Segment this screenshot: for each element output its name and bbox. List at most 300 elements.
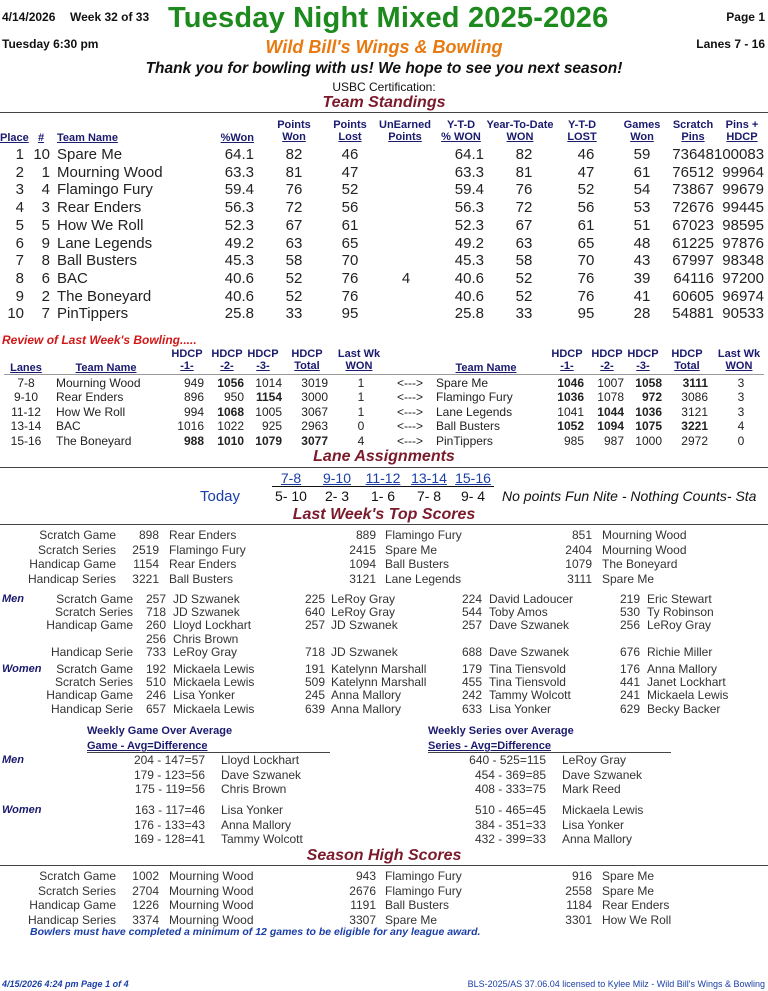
eligibility-note: Bowlers must have completed a minimum of 12 games to be eligible for any league award. bbox=[30, 926, 481, 938]
women-label: Women bbox=[2, 663, 42, 675]
review-a2-cell: 1056 bbox=[217, 376, 244, 390]
score-name: Lloyd Lockhart bbox=[173, 618, 252, 633]
score-value: 640 bbox=[304, 605, 325, 620]
review-col-team-b bbox=[436, 362, 536, 374]
table-row bbox=[0, 305, 768, 322]
score-name: Flamingo Fury bbox=[385, 869, 462, 883]
review-bt-cell: 3221 bbox=[681, 419, 708, 434]
standings-gw-cell: 43 bbox=[633, 252, 651, 270]
standings-sp-cell: 67023 bbox=[672, 216, 714, 234]
review-bt-cell: 3121 bbox=[681, 404, 708, 419]
review-vs-cell: <---> bbox=[396, 376, 423, 390]
score-value: 851 bbox=[571, 528, 592, 542]
standings-place-cell: 6 bbox=[15, 234, 24, 252]
standings-ph-cell: 99679 bbox=[722, 181, 764, 199]
standings-place-cell: 1 bbox=[15, 146, 24, 163]
review-b3-cell: 1075 bbox=[635, 419, 662, 434]
lane-pair-teams: 5- 10 bbox=[275, 488, 307, 504]
review-col-won-1 bbox=[716, 348, 762, 372]
game-over-average-name: Chris Brown bbox=[221, 782, 287, 796]
list-item bbox=[0, 543, 768, 557]
review-aw-cell: 1 bbox=[357, 404, 365, 419]
standings-ytdw-cell: 72 bbox=[515, 199, 533, 217]
review-aw-cell: 1 bbox=[357, 376, 365, 390]
review-col-g1-1-top: HDCP bbox=[551, 348, 583, 360]
review-b1-cell: 985 bbox=[563, 433, 584, 448]
review-a3-cell: 1079 bbox=[255, 433, 282, 448]
standings-ytdp-cell: 63.3 bbox=[454, 163, 484, 181]
score-value: 176 bbox=[619, 662, 640, 676]
table-row bbox=[0, 199, 768, 216]
game-over-average-sub: Game - Avg=Difference bbox=[87, 740, 208, 752]
game-over-average-value: 175 - 119=56 bbox=[134, 782, 205, 796]
series-over-average-name: Lisa Yonker bbox=[562, 817, 625, 832]
score-value: 509 bbox=[304, 675, 325, 690]
score-value: 733 bbox=[145, 644, 166, 659]
table-row bbox=[0, 252, 768, 269]
standings-ytdw-cell: 52 bbox=[515, 269, 533, 287]
standings-ue-cell: 4 bbox=[401, 269, 411, 287]
score-name: The Boneyard bbox=[602, 557, 678, 571]
page-number: Page 1 bbox=[726, 10, 765, 24]
review-bt-cell: 3111 bbox=[682, 376, 708, 390]
score-value: 242 bbox=[461, 688, 482, 703]
season-high-divider bbox=[0, 865, 768, 866]
standings-gw-cell: 39 bbox=[633, 269, 651, 287]
review-col-g1-0 bbox=[168, 348, 206, 372]
standings-team-cell: Spare Me bbox=[57, 146, 123, 163]
standings-ytdl-cell: 76 bbox=[577, 287, 595, 305]
score-name: Katelynn Marshall bbox=[331, 662, 427, 676]
review-b2-cell: 1094 bbox=[597, 419, 624, 434]
list-item bbox=[0, 913, 768, 927]
score-value: 1094 bbox=[349, 557, 376, 571]
standings-gw-cell: 51 bbox=[633, 216, 651, 234]
game-over-average-name: Anna Mallory bbox=[221, 817, 292, 832]
list-item bbox=[0, 803, 768, 817]
standings-pct-cell: 63.3 bbox=[224, 163, 254, 181]
review-a2-cell: 1022 bbox=[217, 419, 244, 434]
score-name: LeRoy Gray bbox=[331, 592, 396, 606]
review-t1-cell: Mourning Wood bbox=[56, 376, 141, 390]
standings-pct-cell: 40.6 bbox=[224, 269, 254, 287]
series-over-average-value: 384 - 351=33 bbox=[474, 817, 546, 832]
review-col-total-0 bbox=[286, 348, 328, 372]
review-at-cell: 3019 bbox=[301, 376, 328, 390]
standings-ytdp-cell: 40.6 bbox=[454, 269, 484, 287]
review-at-cell: 2963 bbox=[301, 419, 328, 434]
lane-assignments-divider bbox=[0, 467, 768, 468]
score-name: Mourning Wood bbox=[169, 869, 254, 883]
series-over-average-value: 510 - 465=45 bbox=[474, 803, 546, 817]
standings-pl-cell: 65 bbox=[341, 234, 359, 252]
score-value: 192 bbox=[145, 662, 166, 676]
score-name: Spare Me bbox=[385, 912, 438, 927]
table-row bbox=[0, 217, 768, 234]
standings-pct-cell: 52.3 bbox=[224, 216, 254, 234]
score-value: 2519 bbox=[132, 542, 159, 557]
score-category: Handicap Series bbox=[27, 571, 116, 586]
score-value: 225 bbox=[304, 592, 325, 606]
series-over-average-sub: Series - Avg=Difference bbox=[428, 740, 551, 752]
score-value: 916 bbox=[571, 869, 592, 883]
score-name: Katelynn Marshall bbox=[331, 675, 427, 690]
score-value: 241 bbox=[619, 688, 640, 703]
score-name: How We Roll bbox=[602, 912, 672, 927]
score-value: 2404 bbox=[565, 542, 592, 557]
standings-num-cell: 9 bbox=[41, 234, 50, 252]
bowling-center-name: Wild Bill's Wings & Bowling bbox=[265, 37, 503, 57]
review-b3-cell: 1036 bbox=[635, 404, 662, 419]
col-ytd-lost: Y-T-D LOST bbox=[567, 119, 597, 143]
score-name: Rear Enders bbox=[169, 528, 237, 542]
standings-num-cell: 5 bbox=[41, 216, 50, 234]
standings-team-cell: Lane Legends bbox=[57, 234, 153, 252]
standings-place-cell: 8 bbox=[15, 269, 24, 287]
standings-ytdp-cell: 64.1 bbox=[454, 146, 484, 163]
review-a3-cell: 1005 bbox=[255, 404, 282, 419]
score-name: Lane Legends bbox=[385, 571, 462, 586]
standings-team-cell: Mourning Wood bbox=[57, 163, 163, 181]
standings-ytdp-cell: 52.3 bbox=[454, 216, 484, 234]
standings-ytdp-cell: 59.4 bbox=[454, 181, 484, 199]
standings-ytdw-cell: 82 bbox=[515, 146, 533, 163]
standings-gw-cell: 53 bbox=[633, 199, 651, 217]
series-over-average-name: Dave Szwanek bbox=[562, 767, 643, 782]
standings-sp-cell: 67997 bbox=[672, 252, 714, 270]
score-value: 943 bbox=[355, 869, 376, 883]
score-name: JD Szwanek bbox=[173, 605, 240, 620]
game-over-average-title: Weekly Game Over Average bbox=[87, 725, 233, 737]
review-a3-cell: 925 bbox=[261, 419, 282, 434]
list-item bbox=[0, 884, 768, 898]
standings-pw-cell: 81 bbox=[285, 163, 303, 181]
standings-num-cell: 10 bbox=[33, 146, 50, 163]
review-at-cell: 3000 bbox=[301, 390, 328, 405]
col-pins-hdcp: Pins + HDCP bbox=[725, 119, 759, 143]
standings-pct-cell: 25.8 bbox=[224, 305, 254, 323]
score-value: 657 bbox=[145, 701, 166, 716]
review-vs-cell: <---> bbox=[396, 433, 423, 448]
score-name: Janet Lockhart bbox=[647, 675, 726, 690]
list-item bbox=[0, 592, 768, 606]
list-item bbox=[0, 753, 768, 767]
series-over-average-title: Weekly Series over Average bbox=[428, 725, 574, 737]
list-item bbox=[0, 572, 768, 586]
standings-gw-cell: 48 bbox=[633, 234, 651, 252]
score-value: 245 bbox=[304, 688, 325, 703]
score-name: Rear Enders bbox=[169, 557, 237, 571]
review-b1-cell: 1046 bbox=[557, 376, 584, 390]
score-value: 2558 bbox=[565, 883, 592, 898]
review-col-g2-0-bottom: -2- bbox=[220, 360, 234, 372]
review-col-won-0 bbox=[336, 348, 382, 372]
score-name: Toby Amos bbox=[489, 605, 548, 620]
review-col-team-b-bottom: Team Name bbox=[455, 362, 517, 374]
score-name: Dave Szwanek bbox=[489, 644, 570, 659]
standings-ytdw-cell: 76 bbox=[515, 181, 533, 199]
season-message: Thank you for bowling with us! We hope to see you next season! bbox=[145, 60, 623, 77]
list-item bbox=[0, 818, 768, 832]
standings-pl-cell: 56 bbox=[341, 199, 359, 217]
list-item bbox=[0, 662, 768, 676]
score-category: Handicap Game bbox=[29, 557, 116, 571]
score-category: Scratch Series bbox=[37, 883, 116, 898]
standings-place-cell: 9 bbox=[15, 287, 24, 305]
standings-ytdp-cell: 40.6 bbox=[454, 287, 484, 305]
review-col-g3-1-top: HDCP bbox=[627, 348, 659, 360]
standings-pl-cell: 70 bbox=[341, 252, 359, 270]
score-name: Eric Stewart bbox=[647, 592, 712, 606]
review-a1-cell: 994 bbox=[183, 404, 204, 419]
standings-ph-cell: 98348 bbox=[722, 252, 764, 270]
standings-pct-cell: 49.2 bbox=[224, 234, 254, 252]
standings-ytdl-cell: 46 bbox=[577, 146, 595, 163]
review-col-won-0-top: Last Wk bbox=[337, 348, 381, 360]
review-b2-cell: 1007 bbox=[597, 376, 624, 390]
score-value: 1002 bbox=[132, 869, 159, 883]
standings-gw-cell: 28 bbox=[633, 305, 651, 323]
score-value: 3301 bbox=[565, 912, 592, 927]
review-bw-cell: 3 bbox=[737, 390, 745, 405]
score-name: Spare Me bbox=[602, 883, 655, 898]
list-item bbox=[0, 898, 768, 912]
standings-team-cell: PinTippers bbox=[57, 305, 129, 323]
review-t2-cell: PinTippers bbox=[436, 433, 493, 448]
standings-team-cell: How We Roll bbox=[57, 216, 144, 234]
review-a3-cell: 1154 bbox=[255, 390, 282, 405]
score-value: 246 bbox=[145, 688, 166, 703]
col-team-name: Team Name bbox=[57, 132, 118, 144]
score-name: David Ladoucer bbox=[489, 592, 574, 606]
review-col-g3-0 bbox=[244, 348, 282, 372]
standings-num-cell: 1 bbox=[41, 163, 50, 181]
review-col-g3-0-bottom: -3- bbox=[256, 360, 270, 372]
review-col-g1-1-bottom: -1- bbox=[560, 360, 574, 372]
game-over-average-name: Lisa Yonker bbox=[221, 803, 284, 817]
score-name: Ty Robinson bbox=[647, 605, 714, 620]
score-name: Mourning Wood bbox=[169, 912, 254, 927]
standings-gw-cell: 54 bbox=[633, 181, 651, 199]
series-over-average-name: Mark Reed bbox=[562, 782, 621, 796]
list-item bbox=[0, 688, 768, 702]
standings-divider bbox=[0, 112, 768, 113]
standings-num-cell: 6 bbox=[41, 269, 50, 287]
standings-pw-cell: 58 bbox=[285, 252, 303, 270]
col-games-won: Games Won bbox=[623, 119, 661, 143]
review-vs-cell: <---> bbox=[396, 390, 423, 405]
list-item bbox=[0, 557, 768, 571]
standings-ytdp-cell: 25.8 bbox=[454, 305, 484, 323]
review-a1-cell: 988 bbox=[183, 433, 204, 448]
review-lanes-cell: 7-8 bbox=[17, 376, 35, 390]
review-b1-cell: 1041 bbox=[557, 404, 584, 419]
review-title: Review of Last Week's Bowling..... bbox=[2, 333, 197, 347]
lane-pair-teams: 9- 4 bbox=[460, 488, 486, 504]
standings-pl-cell: 76 bbox=[341, 269, 359, 287]
score-category: Handicap Serie bbox=[50, 644, 133, 659]
score-category: Handicap Serie bbox=[50, 701, 133, 716]
score-value: 2704 bbox=[132, 883, 159, 898]
score-value: 455 bbox=[461, 675, 482, 690]
review-b1-cell: 1036 bbox=[557, 390, 584, 405]
col-ytd-pct: Y-T-D % WON bbox=[441, 119, 481, 143]
standings-ytdl-cell: 47 bbox=[577, 163, 595, 181]
standings-pct-cell: 45.3 bbox=[224, 252, 254, 270]
standings-ph-cell: 97200 bbox=[722, 269, 764, 287]
score-value: 1079 bbox=[565, 557, 592, 571]
standings-sp-cell: 60605 bbox=[672, 287, 714, 305]
score-category: Scratch Game bbox=[56, 592, 133, 606]
standings-ytdw-cell: 58 bbox=[515, 252, 533, 270]
standings-ytdp-cell: 49.2 bbox=[454, 234, 484, 252]
standings-ytdl-cell: 56 bbox=[577, 199, 595, 217]
page-title: Tuesday Night Mixed 2025-2026 bbox=[168, 2, 609, 34]
standings-pw-cell: 76 bbox=[285, 181, 303, 199]
review-a1-cell: 1016 bbox=[177, 419, 204, 434]
list-item bbox=[0, 702, 768, 716]
standings-ytdl-cell: 65 bbox=[577, 234, 595, 252]
standings-team-cell: BAC bbox=[57, 269, 88, 287]
standings-pw-cell: 82 bbox=[285, 146, 303, 163]
series-over-average-value: 454 - 369=85 bbox=[474, 767, 546, 782]
standings-place-cell: 7 bbox=[15, 252, 24, 270]
score-category: Handicap Game bbox=[46, 618, 133, 633]
review-at-cell: 3067 bbox=[301, 404, 328, 419]
lane-pair-label: 15-16 bbox=[455, 470, 491, 486]
score-value: 1191 bbox=[350, 898, 376, 912]
review-col-g2-0-top: HDCP bbox=[211, 348, 243, 360]
score-name: Lisa Yonker bbox=[173, 688, 236, 703]
score-name: JD Szwanek bbox=[331, 644, 398, 659]
list-item bbox=[0, 782, 768, 796]
review-header-rule bbox=[4, 374, 764, 375]
footer-license: BLS-2025/AS 37.06.04 licensed to Kylee Milz - Wild Bill's Wings & Bowling bbox=[467, 979, 765, 989]
score-category: Scratch Series bbox=[54, 605, 133, 620]
review-col-total-0-top: HDCP bbox=[291, 348, 323, 360]
score-name: Anna Mallory bbox=[647, 662, 718, 676]
review-t1-cell: How We Roll bbox=[56, 404, 126, 419]
standings-pl-cell: 47 bbox=[341, 163, 359, 181]
review-t1-cell: BAC bbox=[56, 419, 81, 434]
score-name: Rear Enders bbox=[602, 898, 670, 912]
score-category: Handicap Series bbox=[27, 912, 116, 927]
standings-team-cell: Ball Busters bbox=[57, 252, 138, 270]
col-place: Place bbox=[0, 132, 29, 144]
standings-ytdl-cell: 95 bbox=[577, 305, 595, 323]
standings-sp-cell: 73648 bbox=[672, 146, 714, 163]
list-item bbox=[0, 675, 768, 689]
table-row bbox=[0, 181, 768, 198]
review-b3-cell: 1058 bbox=[635, 376, 662, 390]
review-bw-cell: 3 bbox=[737, 376, 745, 390]
review-col-g3-0-top: HDCP bbox=[247, 348, 279, 360]
score-value: 633 bbox=[461, 701, 482, 716]
series-over-average-name: LeRoy Gray bbox=[562, 753, 627, 767]
review-a2-cell: 1068 bbox=[217, 404, 244, 419]
score-value: 260 bbox=[145, 618, 166, 633]
standings-sp-cell: 54881 bbox=[672, 305, 714, 323]
review-t2-cell: Ball Busters bbox=[436, 419, 501, 434]
score-value: 510 bbox=[145, 675, 166, 690]
score-name: JD Szwanek bbox=[331, 618, 398, 633]
score-name: Spare Me bbox=[602, 571, 655, 586]
score-name: Ball Busters bbox=[169, 571, 234, 586]
list-item bbox=[0, 869, 768, 883]
lane-pair-label: 13-14 bbox=[411, 470, 447, 486]
col-points-won: Points Won bbox=[277, 119, 311, 143]
score-value: 257 bbox=[304, 618, 325, 633]
score-name: Mickaela Lewis bbox=[647, 688, 729, 703]
score-value: 718 bbox=[145, 605, 166, 620]
standings-ph-cell: 98595 bbox=[722, 216, 764, 234]
score-category: Scratch Series bbox=[54, 675, 133, 690]
standings-place-cell: 3 bbox=[15, 181, 24, 199]
score-name: Tammy Wolcott bbox=[489, 688, 571, 703]
score-name: Spare Me bbox=[385, 542, 438, 557]
standings-ytdw-cell: 81 bbox=[515, 163, 533, 181]
score-name: Tina Tiensvold bbox=[489, 675, 566, 690]
col-points-lost: Points Lost bbox=[333, 119, 367, 143]
score-value: 3374 bbox=[132, 912, 159, 927]
score-value: 257 bbox=[145, 592, 166, 606]
standings-pct-cell: 40.6 bbox=[224, 287, 254, 305]
review-bw-cell: 0 bbox=[737, 433, 745, 448]
score-value: 256 bbox=[619, 618, 640, 633]
review-col-g2-1 bbox=[588, 348, 626, 372]
table-row bbox=[0, 164, 768, 181]
review-lanes-cell: 13-14 bbox=[10, 419, 42, 434]
lanes-range: Lanes 7 - 16 bbox=[696, 37, 765, 51]
standings-sp-cell: 61225 bbox=[672, 234, 714, 252]
standings-pw-cell: 52 bbox=[285, 287, 303, 305]
standings-sp-cell: 72676 bbox=[672, 199, 714, 217]
list-item bbox=[0, 645, 768, 659]
review-vs-cell: <---> bbox=[396, 419, 423, 434]
over-average-men-label: Men bbox=[2, 754, 24, 766]
standings-ytdp-cell: 45.3 bbox=[454, 252, 484, 270]
lane-assignments-title: Lane Assignments bbox=[313, 448, 455, 465]
standings-num-cell: 3 bbox=[41, 199, 50, 217]
review-col-won-1-top: Last Wk bbox=[717, 348, 761, 360]
col-ytd-won: Year-To-Date WON bbox=[486, 119, 554, 143]
review-col-total-1-top: HDCP bbox=[671, 348, 703, 360]
score-value: 639 bbox=[304, 701, 325, 716]
score-name: Mickaela Lewis bbox=[173, 675, 255, 690]
lane-pair-teams: 1- 6 bbox=[370, 488, 396, 504]
score-value: 257 bbox=[461, 618, 482, 633]
table-row bbox=[0, 270, 768, 287]
score-name: JD Szwanek bbox=[173, 592, 240, 606]
series-over-average-value: 408 - 333=75 bbox=[474, 782, 546, 796]
score-name: LeRoy Gray bbox=[173, 644, 238, 659]
list-item bbox=[0, 618, 768, 632]
review-col-g3-1-bottom: -3- bbox=[636, 360, 650, 372]
review-col-total-0-bottom: Total bbox=[294, 360, 320, 372]
score-category: Handicap Game bbox=[46, 688, 133, 703]
game-over-average-name: Lloyd Lockhart bbox=[221, 753, 300, 767]
list-item bbox=[0, 528, 768, 542]
review-lanes-cell: 9-10 bbox=[13, 390, 39, 405]
score-name: Mickaela Lewis bbox=[173, 662, 255, 676]
lane-pair-label: 7-8 bbox=[280, 470, 302, 486]
lane-pair-teams: 2- 3 bbox=[324, 488, 350, 504]
standings-ph-cell: 100083 bbox=[714, 146, 765, 163]
game-over-average-value: 176 - 133=43 bbox=[133, 817, 205, 832]
today-label: Today bbox=[200, 488, 241, 505]
standings-sp-cell: 64116 bbox=[673, 269, 714, 287]
standings-ytdl-cell: 52 bbox=[577, 181, 595, 199]
